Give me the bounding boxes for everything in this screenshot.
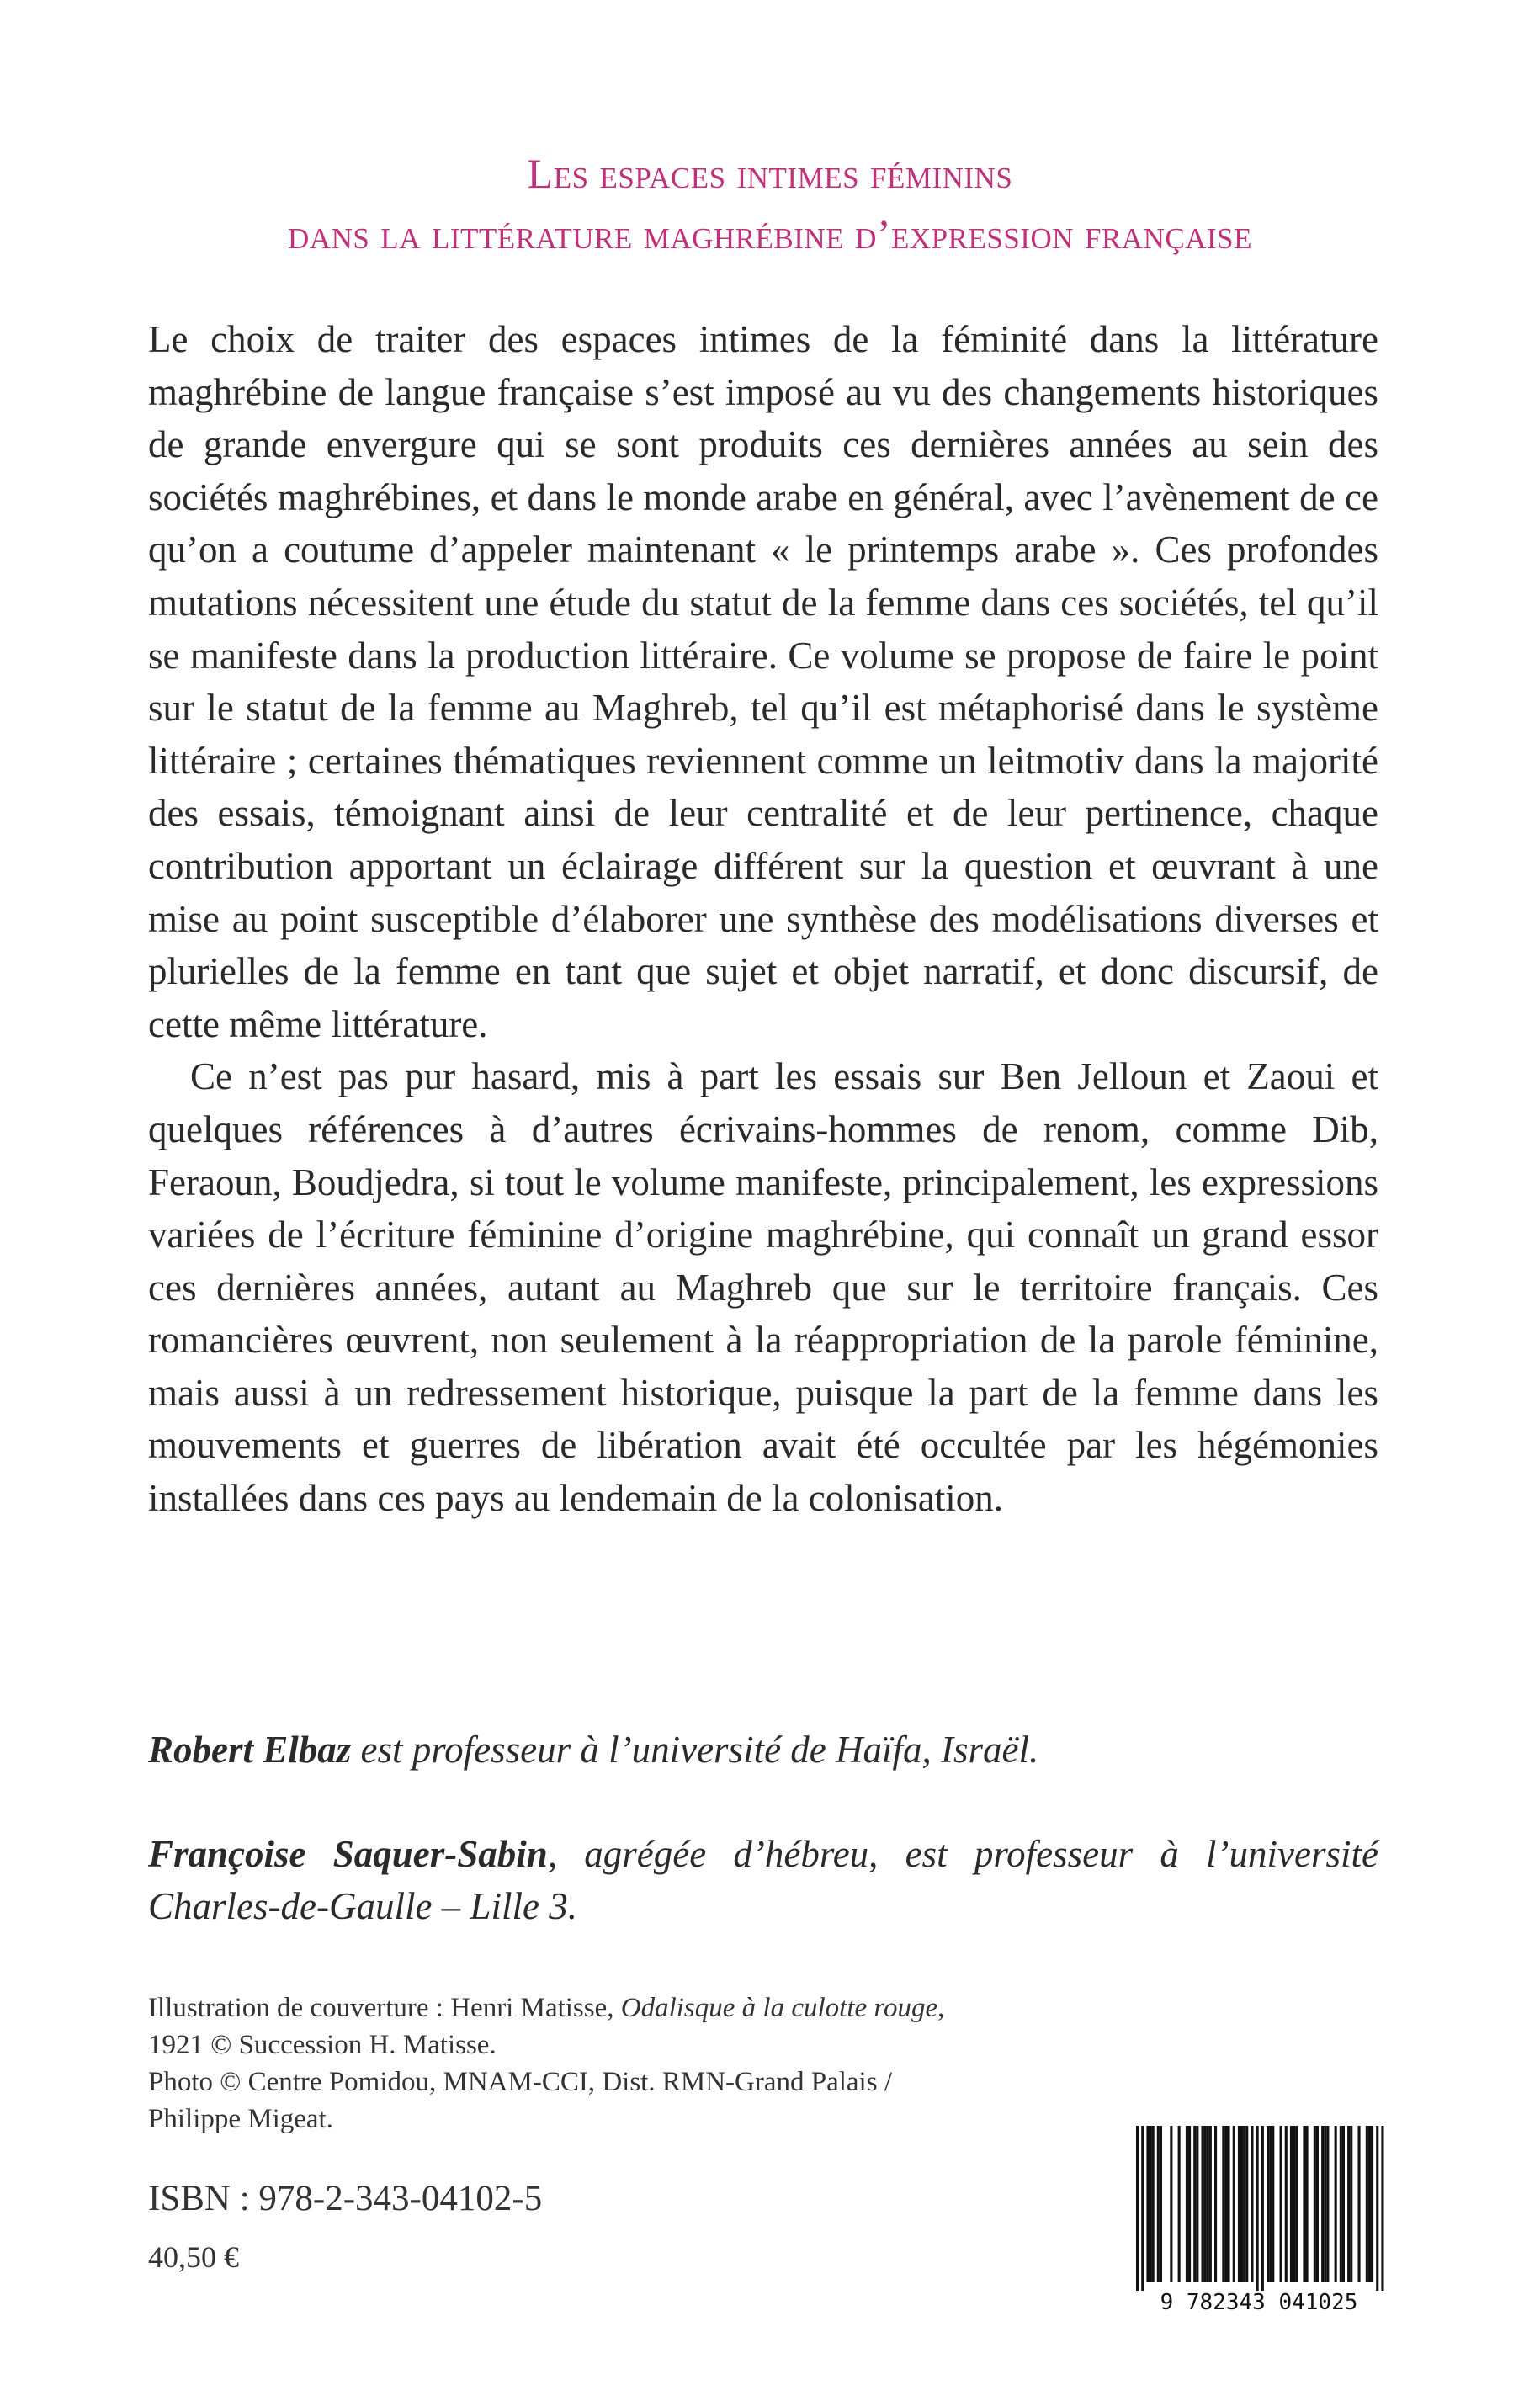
barcode-bar <box>1224 2126 1227 2282</box>
barcode-bar <box>1366 2126 1368 2282</box>
barcode-bar <box>1228 2126 1230 2282</box>
barcode-bar <box>1321 2126 1324 2282</box>
barcode-bar <box>1152 2126 1155 2282</box>
barcode-bar <box>1293 2126 1295 2282</box>
barcode-bar <box>1256 2126 1259 2291</box>
barcode-bar <box>1326 2126 1329 2282</box>
barcode-bar <box>1280 2126 1282 2282</box>
summary-paragraph-1: Le choix de traiter des espaces intimes de la féminité dans la littérature maghrébine de langue française s’est imposé au vu des changements historiques de grande envergure qui se sont produits ces dernières années au sein des sociétés maghrébines, et dans le monde arabe en général, avec l’avènement de ce qu’on a coutume d’appeler maintenant « le printemps arabe ». Ces profondes mutations nécessitent une étude du statut de la femme dans ces sociétés, tel qu’il se manifeste dans la production littéraire. Ce volume se propose de faire le point sur le statut de la femme au Maghreb, tel qu’il est métaphorisé dans le système littéraire ; certaines thématiques reviennent comme un leitmotiv dans la majorité des essais, témoignant ainsi de leur centralité et de leur pertinence, chaque contribution apportant un éclairage différent sur la question et œuvrant à une mise au point susceptible d’élaborer une synthèse des modélisations diverses et plurielles de la femme en tant que sujet et objet narratif, et donc discursif, de cette même littérature. <box>148 318 1378 1045</box>
author-name-1: Robert Elbaz <box>148 1729 352 1771</box>
barcode-bar <box>1204 2126 1207 2282</box>
credits-line-2: 1921 © Succession H. Matisse. <box>148 2030 497 2060</box>
author-description-2: , agrégée d’hébreu, est professeur à l’université Charles-de-Gaulle – Lille 3. <box>148 1833 1378 1927</box>
barcode-bar <box>1209 2126 1212 2282</box>
barcode-bar <box>1261 2126 1264 2291</box>
credits-line-1 <box>148 1989 1040 2026</box>
barcode-bar <box>1306 2126 1309 2282</box>
barcode-bar <box>1146 2126 1149 2282</box>
credits-comma: , <box>937 1993 945 2023</box>
barcode-bar <box>1295 2126 1298 2282</box>
barcode-bar <box>1178 2126 1181 2282</box>
barcode-bar <box>1157 2126 1160 2282</box>
barcode-bar <box>1290 2126 1293 2282</box>
barcode-bar <box>1214 2126 1217 2282</box>
price: 40,50 € <box>148 2240 239 2274</box>
barcode-bar <box>1340 2126 1342 2282</box>
barcode-bar <box>1324 2126 1326 2282</box>
title-line-1: Les espaces intimes féminins <box>527 150 1013 197</box>
title-line-2: dans la littérature maghrébine d’expression française <box>288 210 1252 258</box>
barcode-bar <box>1188 2126 1191 2282</box>
barcode-bar <box>1150 2126 1152 2282</box>
barcode-bar <box>1267 2126 1269 2282</box>
barcode-bar <box>1207 2126 1209 2282</box>
barcode-bar <box>1381 2126 1383 2291</box>
barcode-bar <box>1141 2126 1144 2291</box>
barcode-bar <box>1196 2126 1198 2282</box>
summary-paragraph-2: Ce n’est pas pur hasard, mis à part les essais sur Ben Jelloun et Zaoui et quelques références à d’autres écrivains-hommes de renom, comme Dib, Feraoun, Boudjedra, si tout le volume manifeste, principalement, les expressions variées de l’écriture féminine d’origine maghrébine, qui connaît un grand essor ces dernières années, autant au Maghreb que sur le territoire français. Ces romancières œuvrent, non seulement à la réappropriation de la parole féminine, mais aussi à un redressement historique, puisque la part de la femme dans les mouvements et guerres de libération avait été occultée par les hégémonies installées dans ces pays au lendemain de la colonisation. <box>148 1055 1378 1520</box>
barcode-bar <box>1136 2126 1139 2291</box>
barcode-bar <box>1272 2126 1274 2282</box>
author-description-1: est professeur à l’université de Haïfa, Israël. <box>351 1729 1039 1771</box>
barcode-bar <box>1303 2126 1305 2282</box>
barcode <box>1121 2121 1397 2314</box>
author-bio-1 <box>148 1724 1378 1776</box>
barcode-bar <box>1170 2126 1172 2282</box>
barcode-bar <box>1233 2126 1235 2282</box>
isbn: ISBN : 978-2-343-04102-5 <box>148 2179 543 2218</box>
barcode-bar <box>1316 2126 1319 2282</box>
barcode-bar <box>1285 2126 1288 2282</box>
author-bio-2 <box>148 1828 1378 1932</box>
barcode-bar <box>1368 2126 1371 2282</box>
barcode-bar <box>1335 2126 1337 2282</box>
barcode-bar <box>1342 2126 1345 2282</box>
barcode-bar <box>1238 2126 1240 2282</box>
cover-credits <box>148 1989 1040 2138</box>
barcode-bar <box>1240 2126 1243 2282</box>
barcode-bar <box>1193 2126 1196 2282</box>
barcode-bar <box>1350 2126 1352 2282</box>
barcode-bar <box>1160 2126 1162 2282</box>
credits-line-3: Photo © Centre Pomidou, MNAM-CCI, Dist. RMN-Grand Palais / <box>148 2067 892 2097</box>
barcode-bar <box>1251 2126 1253 2282</box>
barcode-bar <box>1358 2126 1361 2282</box>
barcode-bar <box>1202 2126 1204 2282</box>
credits-prefix: Illustration de couverture : Henri Matisse, <box>148 1993 621 2023</box>
barcode-bar <box>1376 2126 1378 2291</box>
barcode-bar <box>1269 2126 1272 2282</box>
barcode-bar <box>1245 2126 1248 2282</box>
barcode-graphic <box>1121 2121 1397 2314</box>
summary <box>148 313 1378 1525</box>
credits-line-4: Philippe Migeat. <box>148 2104 333 2134</box>
book-title <box>101 143 1439 264</box>
barcode-bar <box>1186 2126 1188 2282</box>
author-name-2: Françoise Saquer-Sabin <box>148 1833 548 1875</box>
barcode-bar <box>1222 2126 1224 2282</box>
barcode-bar <box>1371 2126 1373 2282</box>
barcode-bar <box>1347 2126 1350 2282</box>
barcode-bar <box>1243 2126 1245 2282</box>
barcode-bar <box>1314 2126 1316 2282</box>
barcode-digits: 9 782343 041025 <box>1160 2290 1358 2314</box>
artwork-title: Odalisque à la culotte rouge <box>620 1993 938 2023</box>
